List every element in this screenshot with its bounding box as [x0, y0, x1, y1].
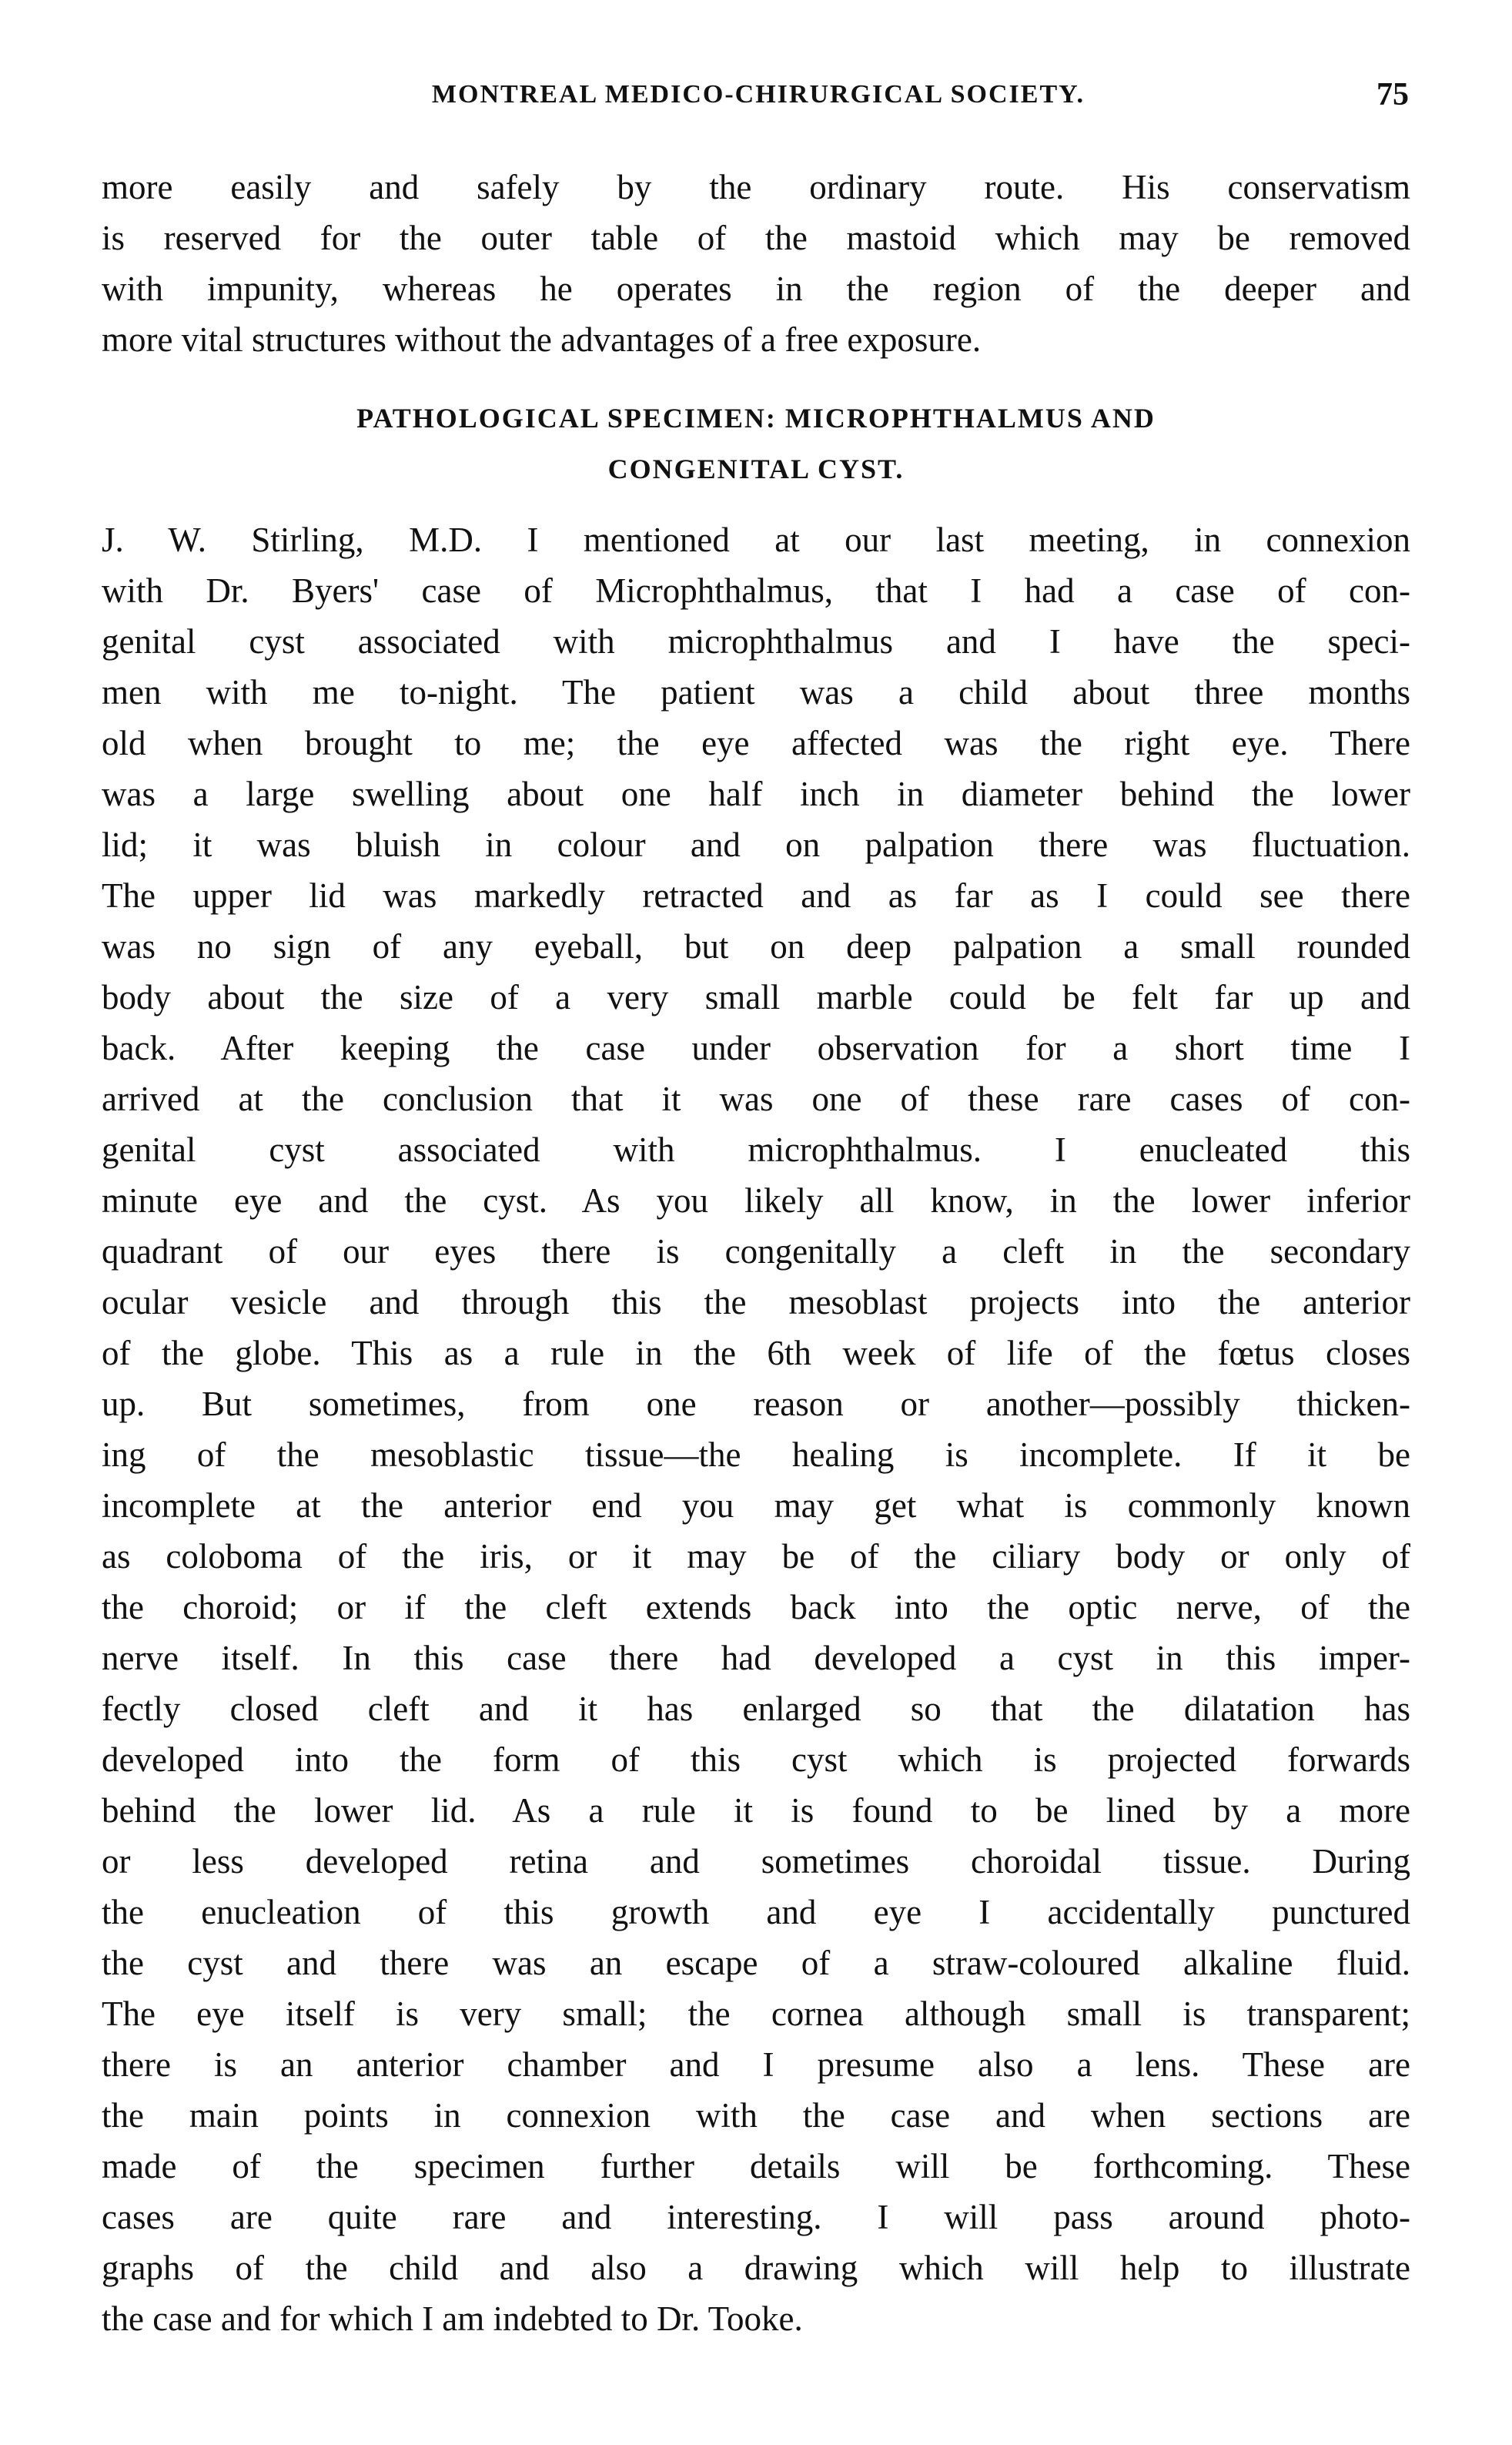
body-paragraph: [102, 514, 1410, 2344]
text-line: up. But sometimes, from one reason or another—possibly thicken-: [102, 1385, 1410, 1423]
text-line: nerve itself. In this case there had developed a cyst in this imper-: [102, 1639, 1410, 1677]
text-line: genital cyst associated with microphthalmus. I enucleated this: [102, 1130, 1410, 1169]
text-line: developed into the form of this cyst which is projected forwards: [102, 1740, 1410, 1779]
text-line: The upper lid was markedly retracted and as far as I could see there: [102, 876, 1410, 915]
text-line: old when brought to me; the eye affected was the right eye. There: [102, 724, 1410, 762]
intro-paragraph: [102, 162, 1410, 365]
page-number: 75: [1377, 77, 1409, 112]
text-line: is reserved for the outer table of the mastoid which may be removed: [102, 219, 1410, 257]
section-heading-line-2: CONGENITAL CYST.: [607, 454, 905, 484]
text-line: the cyst and there was an escape of a straw-coloured alkaline fluid.: [102, 1944, 1410, 1982]
section-heading-line-1: PATHOLOGICAL SPECIMEN: MICROPHTHALMUS AND: [356, 403, 1156, 434]
text-line: J. W. Stirling, M.D. I mentioned at our last meeting, in connexion: [102, 521, 1410, 559]
text-line: the choroid; or if the cleft extends back into the optic nerve, of the: [102, 1588, 1410, 1626]
text-line: The eye itself is very small; the cornea although small is transparent;: [102, 1995, 1410, 2033]
text-line: genital cyst associated with microphthalmus and I have the speci-: [102, 622, 1410, 661]
text-line: was a large swelling about one half inch in diameter behind the lower: [102, 775, 1410, 813]
text-line: the main points in connexion with the case and when sections are: [102, 2096, 1410, 2135]
text-line: of the globe. This as a rule in the 6th week of life of the fœtus closes: [102, 1334, 1410, 1372]
text-line: was no sign of any eyeball, but on deep palpation a small rounded: [102, 927, 1410, 966]
text-line: there is an anterior chamber and I presume also a lens. These are: [102, 2045, 1410, 2084]
text-line: as coloboma of the iris, or it may be of the ciliary body or only of: [102, 1537, 1410, 1576]
text-line: fectly closed cleft and it has enlarged so that the dilatation has: [102, 1690, 1410, 1728]
text-line: behind the lower lid. As a rule it is found to be lined by a more: [102, 1791, 1410, 1830]
text-line: quadrant of our eyes there is congenitally a cleft in the secondary: [102, 1232, 1410, 1271]
text-line: made of the specimen further details will be forthcoming. These: [102, 2147, 1410, 2185]
text-line: with impunity, whereas he operates in the region of the deeper and: [102, 270, 1410, 308]
text-line: ing of the mesoblastic tissue—the healing is incomplete. If it be: [102, 1435, 1410, 1474]
running-header: [108, 75, 1409, 114]
text-line: more easily and safely by the ordinary route. His conservatism: [102, 168, 1410, 206]
text-line: back. After keeping the case under observation for a short time I: [102, 1029, 1410, 1067]
text-line: the enucleation of this growth and eye I accidentally punctured: [102, 1893, 1410, 1931]
running-title: MONTREAL MEDICO-CHIRURGICAL SOCIETY.: [431, 80, 1085, 109]
text-line: the case and for which I am indebted to Dr. Tooke.: [102, 2299, 803, 2338]
text-line: more vital structures without the advantages of a free exposure.: [102, 320, 982, 359]
text-line: body about the size of a very small marble could be felt far up and: [102, 978, 1410, 1017]
text-line: or less developed retina and sometimes choroidal tissue. During: [102, 1842, 1410, 1881]
text-line: minute eye and the cyst. As you likely all know, in the lower inferior: [102, 1181, 1410, 1220]
text-line: ocular vesicle and through this the mesoblast projects into the anterior: [102, 1283, 1410, 1321]
section-heading: [102, 393, 1410, 494]
text-line: incomplete at the anterior end you may get what is commonly known: [102, 1486, 1410, 1525]
text-line: lid; it was bluish in colour and on palpation there was fluctuation.: [102, 826, 1410, 864]
text-line: graphs of the child and also a drawing which will help to illustrate: [102, 2249, 1410, 2287]
text-line: men with me to-night. The patient was a child about three months: [102, 673, 1410, 712]
text-line: arrived at the conclusion that it was one of these rare cases of con-: [102, 1080, 1410, 1118]
text-line: cases are quite rare and interesting. I will pass around photo-: [102, 2198, 1410, 2236]
text-line: with Dr. Byers' case of Microphthalmus, that I had a case of con-: [102, 571, 1410, 610]
